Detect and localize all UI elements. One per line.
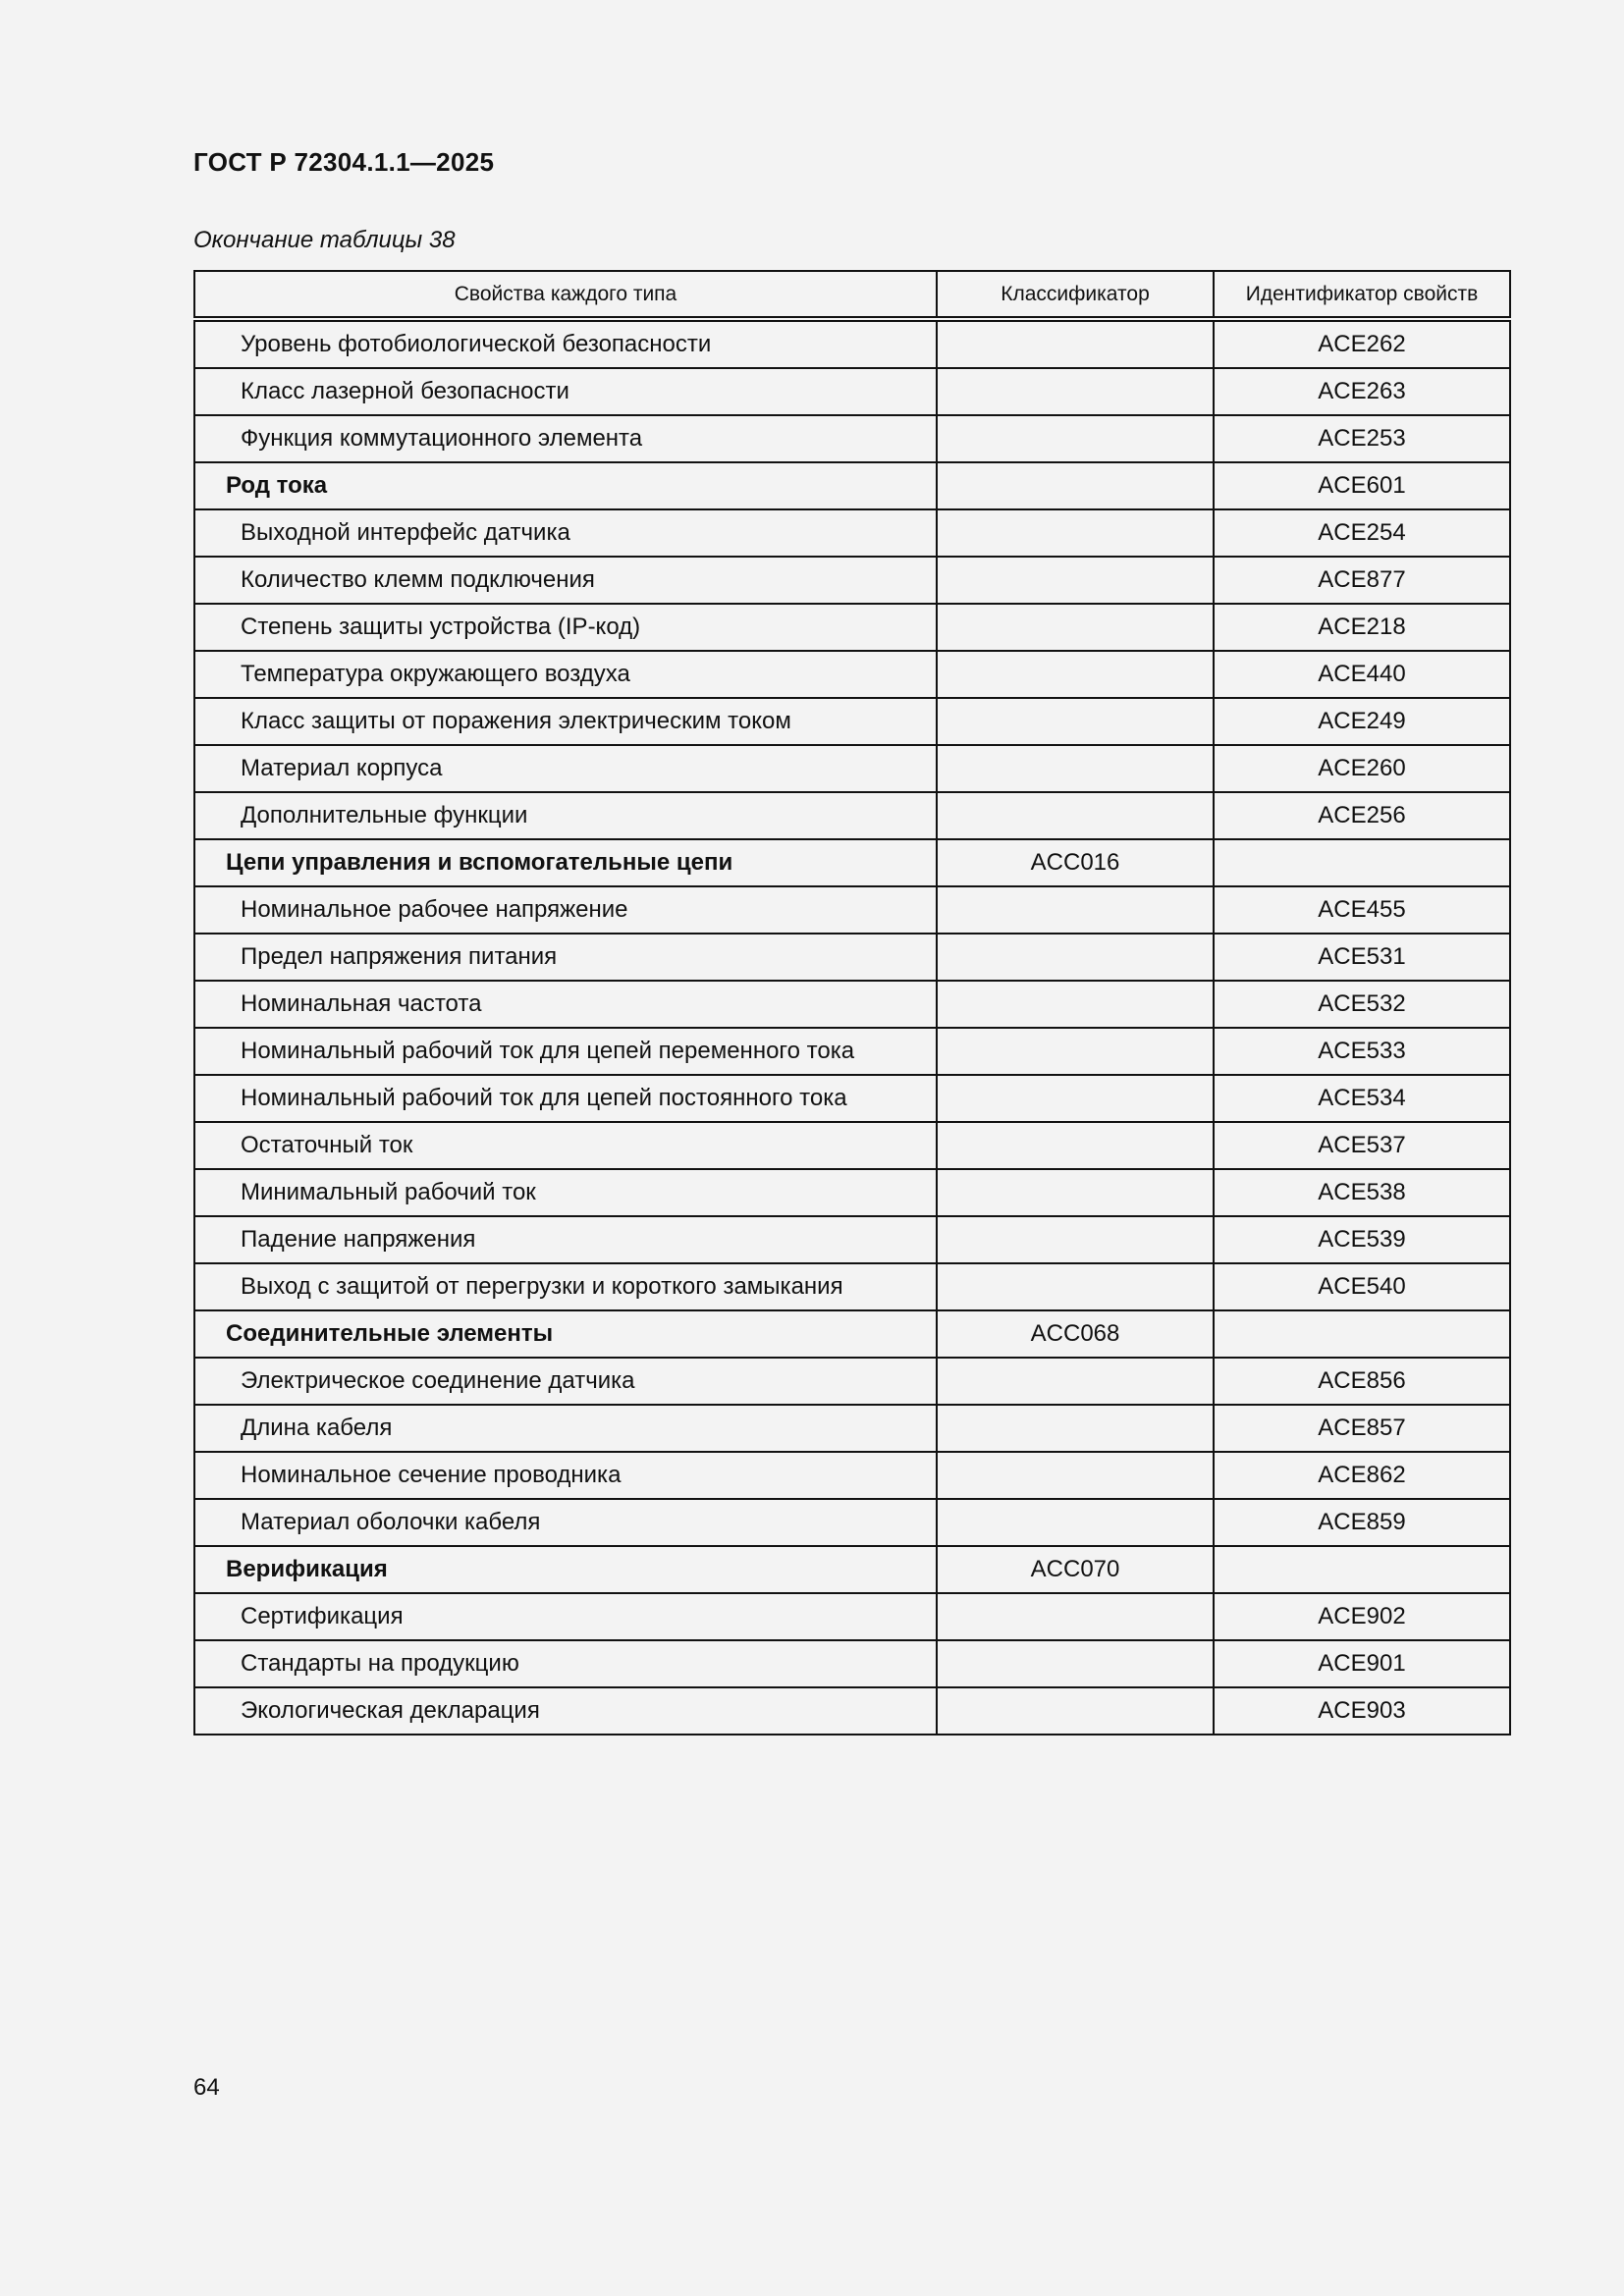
property-id-cell: ACE601	[1214, 462, 1510, 509]
table-body	[194, 319, 1510, 1735]
table-group-row	[194, 1310, 1510, 1358]
property-id-cell: ACE533	[1214, 1028, 1510, 1075]
table-caption: Окончание таблицы 38	[193, 227, 456, 253]
property-name-cell: Уровень фотобиологической безопасности	[194, 319, 937, 368]
classifier-cell	[937, 745, 1214, 792]
table-row	[194, 319, 1510, 368]
property-name-cell: Остаточный ток	[194, 1122, 937, 1169]
property-id-cell: ACE254	[1214, 509, 1510, 557]
table-row	[194, 1028, 1510, 1075]
table-group-row	[194, 1546, 1510, 1593]
property-id-cell: ACE903	[1214, 1687, 1510, 1735]
table-row	[194, 1075, 1510, 1122]
property-id-cell: ACE256	[1214, 792, 1510, 839]
table-row	[194, 792, 1510, 839]
property-id-cell: ACE249	[1214, 698, 1510, 745]
classifier-cell	[937, 319, 1214, 368]
property-name-cell: Номинальное рабочее напряжение	[194, 886, 937, 934]
property-name-cell: Номинальный рабочий ток для цепей постоянного тока	[194, 1075, 937, 1122]
group-name-cell: Верификация	[194, 1546, 937, 1593]
property-name-cell: Материал корпуса	[194, 745, 937, 792]
table-row	[194, 604, 1510, 651]
classifier-cell	[937, 557, 1214, 604]
properties-table	[193, 270, 1511, 1735]
table-row	[194, 934, 1510, 981]
table-row	[194, 509, 1510, 557]
classifier-cell	[937, 415, 1214, 462]
property-id-cell: ACE440	[1214, 651, 1510, 698]
property-id-cell: ACE218	[1214, 604, 1510, 651]
classifier-cell	[937, 886, 1214, 934]
group-name-cell: Цепи управления и вспомогательные цепи	[194, 839, 937, 886]
document-header: ГОСТ Р 72304.1.1—2025	[193, 147, 495, 177]
classifier-cell	[937, 698, 1214, 745]
column-header-property-id: Идентификатор свойств	[1214, 271, 1510, 319]
property-id-cell: ACE534	[1214, 1075, 1510, 1122]
classifier-cell: ACC016	[937, 839, 1214, 886]
property-id-cell: ACE253	[1214, 415, 1510, 462]
classifier-cell	[937, 462, 1214, 509]
table-row	[194, 1640, 1510, 1687]
classifier-cell	[937, 792, 1214, 839]
property-id-cell: ACE540	[1214, 1263, 1510, 1310]
classifier-cell	[937, 1169, 1214, 1216]
property-name-cell: Материал оболочки кабеля	[194, 1499, 937, 1546]
classifier-cell	[937, 1499, 1214, 1546]
property-name-cell: Предел напряжения питания	[194, 934, 937, 981]
property-name-cell: Номинальная частота	[194, 981, 937, 1028]
table-row	[194, 415, 1510, 462]
table-row	[194, 1169, 1510, 1216]
classifier-cell: ACC070	[937, 1546, 1214, 1593]
table-row	[194, 1122, 1510, 1169]
property-id-cell	[1214, 1310, 1510, 1358]
header-row	[194, 271, 1510, 319]
classifier-cell	[937, 1640, 1214, 1687]
classifier-cell	[937, 1687, 1214, 1735]
column-header-properties: Свойства каждого типа	[194, 271, 937, 319]
table-row	[194, 886, 1510, 934]
property-name-cell: Минимальный рабочий ток	[194, 1169, 937, 1216]
property-name-cell: Функция коммутационного элемента	[194, 415, 937, 462]
property-id-cell: ACE859	[1214, 1499, 1510, 1546]
property-name-cell: Электрическое соединение датчика	[194, 1358, 937, 1405]
property-id-cell: ACE260	[1214, 745, 1510, 792]
table-row	[194, 1216, 1510, 1263]
table-row	[194, 1499, 1510, 1546]
property-name-cell: Выход с защитой от перегрузки и короткого замыкания	[194, 1263, 937, 1310]
classifier-cell	[937, 981, 1214, 1028]
property-id-cell: ACE862	[1214, 1452, 1510, 1499]
property-name-cell: Класс защиты от поражения электрическим током	[194, 698, 937, 745]
property-id-cell	[1214, 1546, 1510, 1593]
column-header-classifier: Классификатор	[937, 271, 1214, 319]
table-row	[194, 745, 1510, 792]
table-header	[194, 271, 1510, 319]
classifier-cell	[937, 1216, 1214, 1263]
property-name-cell: Падение напряжения	[194, 1216, 937, 1263]
classifier-cell	[937, 1263, 1214, 1310]
property-id-cell: ACE539	[1214, 1216, 1510, 1263]
table-row	[194, 1263, 1510, 1310]
classifier-cell	[937, 1122, 1214, 1169]
property-name-cell: Дополнительные функции	[194, 792, 937, 839]
property-name-cell: Экологическая декларация	[194, 1687, 937, 1735]
classifier-cell: ACC068	[937, 1310, 1214, 1358]
property-name-cell: Стандарты на продукцию	[194, 1640, 937, 1687]
classifier-cell	[937, 1452, 1214, 1499]
property-name-cell: Номинальный рабочий ток для цепей переменного тока	[194, 1028, 937, 1075]
property-id-cell: ACE262	[1214, 319, 1510, 368]
classifier-cell	[937, 1358, 1214, 1405]
property-name-cell: Длина кабеля	[194, 1405, 937, 1452]
classifier-cell	[937, 509, 1214, 557]
table-row	[194, 1358, 1510, 1405]
property-id-cell: ACE902	[1214, 1593, 1510, 1640]
classifier-cell	[937, 1075, 1214, 1122]
property-id-cell: ACE537	[1214, 1122, 1510, 1169]
classifier-cell	[937, 368, 1214, 415]
table-row	[194, 981, 1510, 1028]
table-row	[194, 1452, 1510, 1499]
property-id-cell: ACE538	[1214, 1169, 1510, 1216]
property-name-cell: Класс лазерной безопасности	[194, 368, 937, 415]
group-name-cell: Род тока	[194, 462, 937, 509]
property-id-cell: ACE532	[1214, 981, 1510, 1028]
property-id-cell	[1214, 839, 1510, 886]
table-row	[194, 1405, 1510, 1452]
property-id-cell: ACE455	[1214, 886, 1510, 934]
property-name-cell: Номинальное сечение проводника	[194, 1452, 937, 1499]
classifier-cell	[937, 1593, 1214, 1640]
classifier-cell	[937, 651, 1214, 698]
property-name-cell: Выходной интерфейс датчика	[194, 509, 937, 557]
table-row	[194, 557, 1510, 604]
property-id-cell: ACE857	[1214, 1405, 1510, 1452]
property-name-cell: Сертификация	[194, 1593, 937, 1640]
property-id-cell: ACE856	[1214, 1358, 1510, 1405]
table-row	[194, 698, 1510, 745]
property-name-cell: Количество клемм подключения	[194, 557, 937, 604]
classifier-cell	[937, 1028, 1214, 1075]
property-id-cell: ACE263	[1214, 368, 1510, 415]
page-number: 64	[193, 2074, 220, 2101]
table-row	[194, 1687, 1510, 1735]
table-row	[194, 368, 1510, 415]
property-name-cell: Температура окружающего воздуха	[194, 651, 937, 698]
table-group-row	[194, 839, 1510, 886]
property-id-cell: ACE877	[1214, 557, 1510, 604]
table-group-row	[194, 462, 1510, 509]
classifier-cell	[937, 604, 1214, 651]
property-id-cell: ACE531	[1214, 934, 1510, 981]
property-id-cell: ACE901	[1214, 1640, 1510, 1687]
table-row	[194, 1593, 1510, 1640]
group-name-cell: Соединительные элементы	[194, 1310, 937, 1358]
classifier-cell	[937, 1405, 1214, 1452]
property-name-cell: Степень защиты устройства (IP-код)	[194, 604, 937, 651]
classifier-cell	[937, 934, 1214, 981]
table-row	[194, 651, 1510, 698]
